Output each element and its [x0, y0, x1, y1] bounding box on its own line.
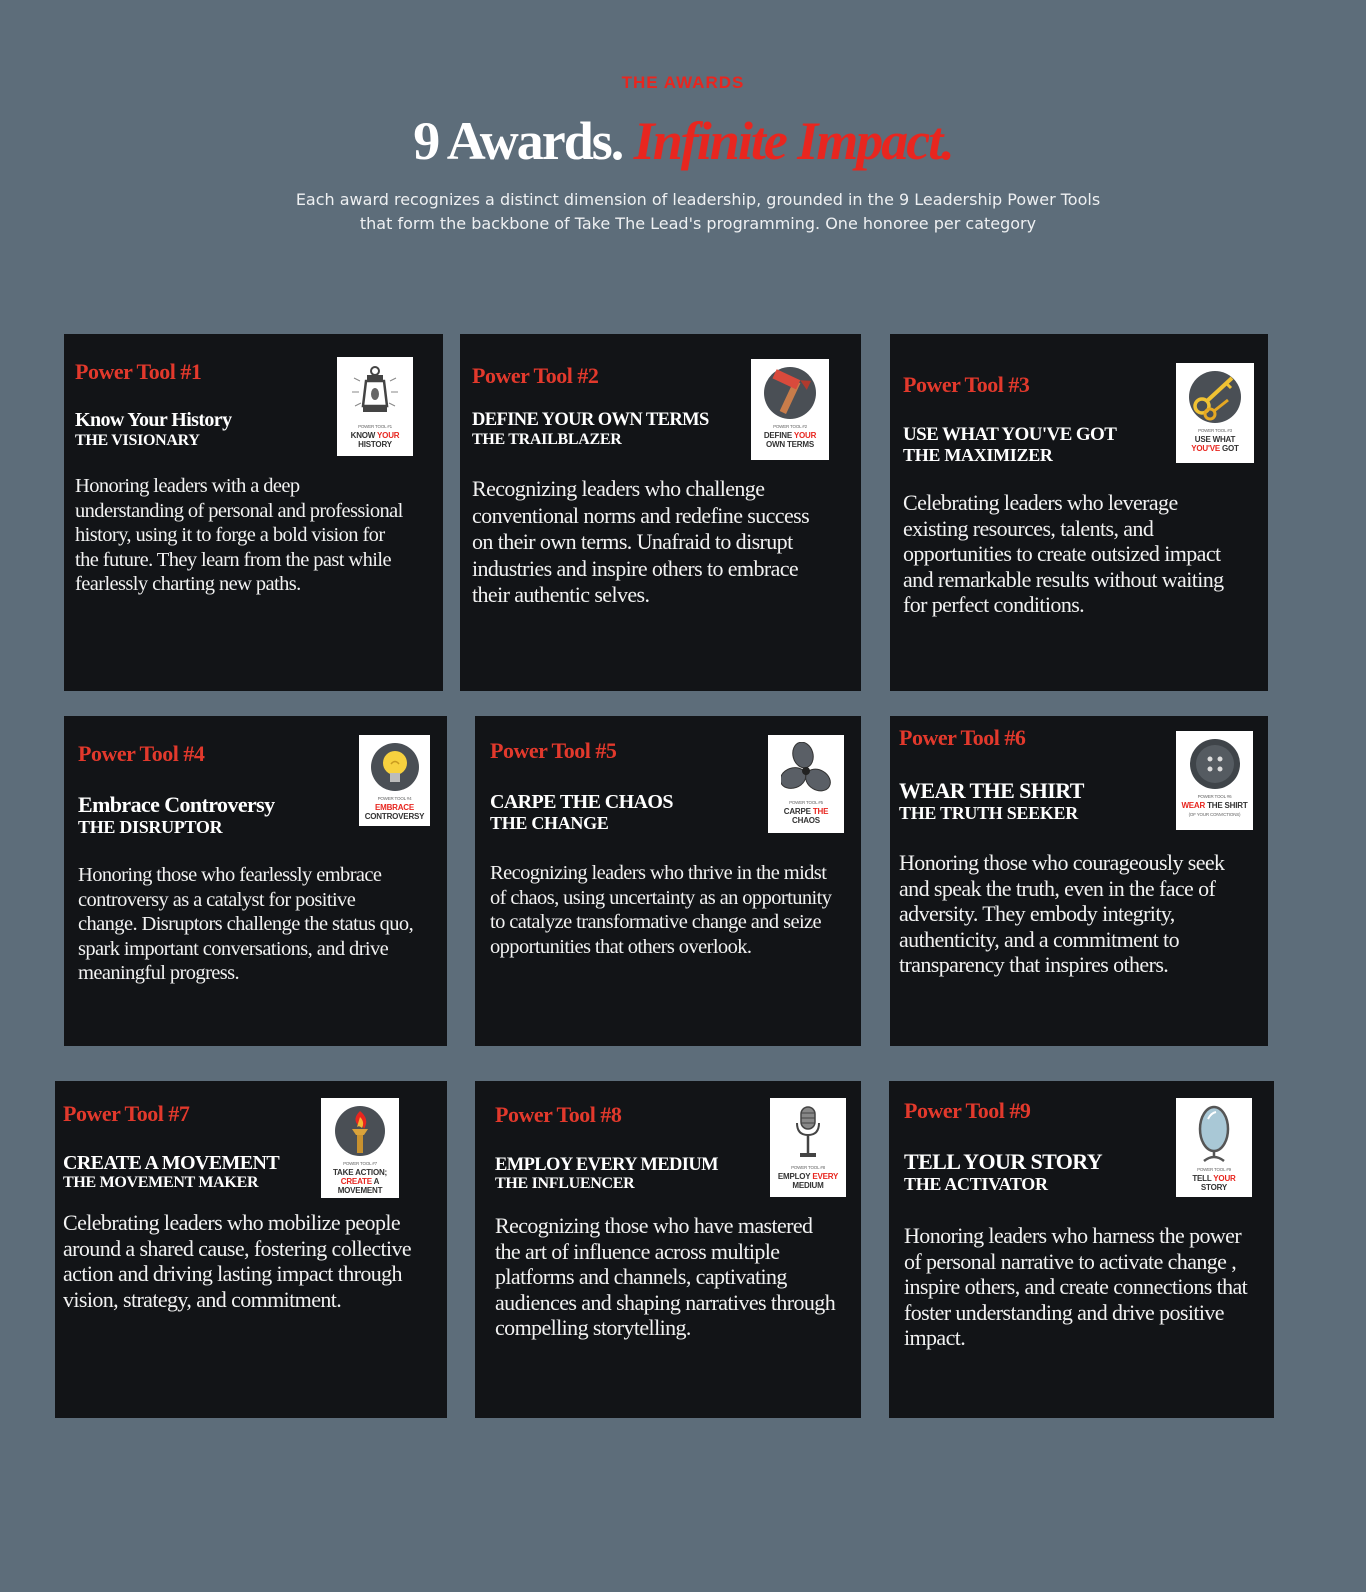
- card-title: USE WHAT YOU'VE GOT: [903, 424, 1117, 445]
- badge-caption: POWER TOOL #1 KNOW YOUR HISTORY: [350, 424, 400, 449]
- power-tool-badge: [751, 359, 829, 460]
- torch-icon: [334, 1105, 386, 1157]
- card-kicker: Power Tool #1: [75, 359, 202, 384]
- power-tool-badge: [1176, 363, 1254, 463]
- card-role: THE INFLUENCER: [495, 1175, 635, 1192]
- award-card-3: [890, 334, 1268, 691]
- mirror-icon: [1194, 1105, 1234, 1163]
- card-kicker: Power Tool #4: [78, 741, 205, 766]
- card-description: Recognizing leaders who challenge conventional norms and redefine success on their own terms. Unafraid to disrupt industries and inspire others to embrace their authentic selves.: [472, 476, 810, 607]
- award-card-4: [64, 716, 447, 1046]
- award-card-6: [890, 716, 1268, 1046]
- card-title: Know Your History: [75, 409, 232, 431]
- card-title: TELL YOUR STORY: [904, 1149, 1103, 1174]
- badge-caption: POWER TOOL #6 WEAR THE SHIRT (OF YOUR CONVICTIONS): [1181, 794, 1248, 817]
- card-title: CARPE THE CHAOS: [490, 791, 673, 813]
- card-description: Honoring those who courageously seek and speak the truth, even in the face of adversity. They embody integrity, authenticity, and a commitment to transparency that inspires others.: [899, 850, 1225, 977]
- button-icon: [1189, 738, 1241, 790]
- card-kicker: Power Tool #5: [490, 738, 617, 763]
- card-role: THE TRAILBLAZER: [472, 431, 622, 448]
- card-kicker: Power Tool #7: [63, 1101, 190, 1126]
- power-tool-badge: [768, 735, 844, 833]
- headline-red: Infinite Impact.: [633, 111, 953, 171]
- power-tool-badge: [1176, 731, 1253, 830]
- card-kicker: Power Tool #3: [903, 372, 1030, 397]
- card-title: EMPLOY EVERY MEDIUM: [495, 1155, 718, 1175]
- award-card-9: [889, 1081, 1274, 1418]
- award-card-8: [475, 1081, 861, 1418]
- page-subtitle: Each award recognizes a distinct dimension of leadership, grounded in the 9 Leadership Power Tools that form the backbone of Take The Lead's programming. One honoree per category: [295, 190, 1101, 233]
- card-role: THE DISRUPTOR: [78, 817, 223, 837]
- card-title: Embrace Controversy: [78, 792, 275, 817]
- award-card-7: [55, 1081, 447, 1418]
- propeller-icon: [781, 742, 831, 796]
- badge-caption: POWER TOOL #2 DEFINE YOUR OWN TERMS: [763, 424, 817, 449]
- card-description: Recognizing those who have mastered the art of influence across multiple platforms and channels, captivating audiences and shaping narratives through compelling storytelling.: [495, 1213, 836, 1340]
- card-description: Honoring leaders who harness the power of personal narrative to activate change , inspire others, and create connections that foster understanding and drive positive impact.: [904, 1223, 1248, 1350]
- card-description: Recognizing leaders who thrive in the midst of chaos, using uncertainty as an opportunity to catalyze transformative change and seize opportunities that others overlook.: [490, 862, 832, 958]
- keys-icon: [1188, 370, 1242, 424]
- card-description: Honoring leaders with a deep understanding of personal and professional history, using it to forge a bold vision for the future. They learn from the past while fearlessly charting new paths.: [75, 475, 403, 595]
- power-tool-badge: [321, 1098, 399, 1198]
- page-title: [0, 105, 1366, 177]
- card-title: DEFINE YOUR OWN TERMS: [472, 410, 709, 430]
- power-tool-badge: [337, 357, 413, 456]
- card-kicker: Power Tool #9: [904, 1098, 1031, 1123]
- card-title: WEAR THE SHIRT: [899, 778, 1084, 803]
- hammer-icon: [763, 366, 817, 420]
- card-description: Honoring those who fearlessly embrace controversy as a catalyst for positive change. Disruptors challenge the status quo, spark important conversations, and drive meaningful progress.: [78, 864, 414, 984]
- lightbulb-icon: [370, 742, 420, 792]
- power-tool-badge: [770, 1098, 846, 1197]
- card-kicker: Power Tool #2: [472, 363, 599, 388]
- headline-white: 9 Awards.: [413, 111, 623, 171]
- card-title: CREATE A MOVEMENT: [63, 1152, 280, 1174]
- power-tool-badge: [359, 735, 430, 826]
- award-card-2: [460, 334, 861, 691]
- badge-caption: POWER TOOL #9 TELL YOUR STORY: [1192, 1167, 1236, 1192]
- card-kicker: Power Tool #6: [899, 725, 1026, 750]
- card-role: THE TRUTH SEEKER: [899, 803, 1078, 823]
- card-description: Celebrating leaders who leverage existing resources, talents, and opportunities to create outsized impact and remarkable results without waiting for perfect conditions.: [903, 490, 1224, 617]
- card-role: THE CHANGE: [490, 813, 609, 833]
- badge-caption: POWER TOOL #8 EMPLOY EVERY MEDIUM: [777, 1165, 839, 1190]
- lantern-icon: [350, 364, 400, 420]
- card-role: THE VISIONARY: [75, 432, 200, 449]
- card-role: THE ACTIVATOR: [904, 1174, 1048, 1194]
- badge-caption: POWER TOOL #7 TAKE ACTION; CREATE A MOVEMENT: [332, 1161, 388, 1195]
- card-description: Celebrating leaders who mobilize people around a shared cause, fostering collective action and driving lasting impact through vision, strategy, and commitment.: [63, 1210, 412, 1312]
- badge-caption: POWER TOOL #4 EMBRACE CONTROVERSY: [364, 796, 425, 821]
- card-role: THE MAXIMIZER: [903, 445, 1053, 465]
- microphone-icon: [788, 1105, 828, 1161]
- eyebrow-label: THE AWARDS: [621, 73, 745, 92]
- badge-caption: POWER TOOL #5 CARPE THE CHAOS: [783, 800, 829, 825]
- card-kicker: Power Tool #8: [495, 1102, 622, 1127]
- power-tool-badge: [1176, 1098, 1252, 1197]
- award-card-1: [64, 334, 443, 691]
- award-card-5: [475, 716, 861, 1046]
- badge-caption: POWER TOOL #3 USE WHAT YOU'VE GOT: [1191, 428, 1239, 453]
- card-role: THE MOVEMENT MAKER: [63, 1174, 259, 1191]
